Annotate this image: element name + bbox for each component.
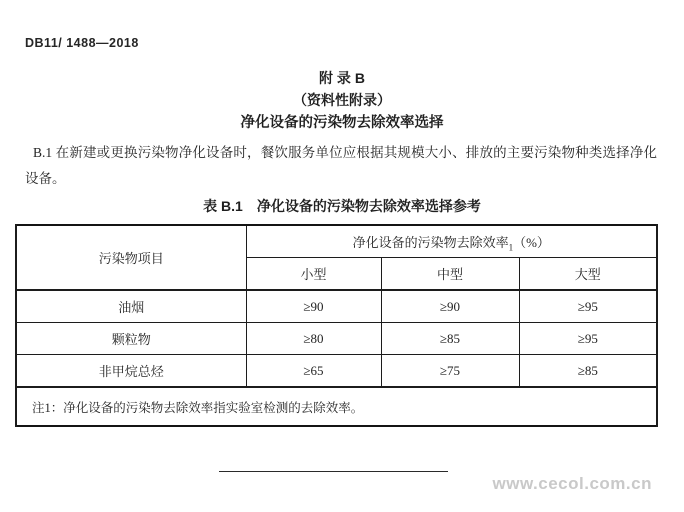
header-cell-medium: 中型 [381, 258, 519, 291]
efficiency-header-text: 净化设备的污染物去除效率 [352, 235, 509, 250]
table-row [16, 290, 657, 323]
header-cell-pollutant: 污染物项目 [16, 225, 246, 290]
row-medium-value: ≥75 [381, 355, 519, 388]
table-note: 注1：净化设备的污染物去除效率指实验室检测的去除效率。 [16, 387, 657, 426]
row-small-value: ≥65 [246, 355, 381, 388]
table-row [16, 323, 657, 355]
row-medium-value: ≥85 [381, 323, 519, 355]
appendix-heading: 净化设备的污染物去除效率选择 [240, 115, 444, 131]
header-row-top [16, 225, 657, 258]
table-row [16, 355, 657, 388]
clause-b1-paragraph: B.1 在新建或更换污染物净化设备时，餐饮服务单位应根据其规模大小、排放的主要污染物种类选择净化设备。 [25, 145, 657, 186]
row-item-label: 油烟 [16, 290, 246, 323]
row-large-value: ≥95 [519, 323, 657, 355]
header-cell-large: 大型 [519, 258, 657, 291]
table-caption: 表 B.1 净化设备的污染物去除效率选择参考 [203, 198, 481, 214]
watermark: www.cecol.com.cn [492, 474, 652, 493]
row-medium-value: ≥90 [381, 290, 519, 323]
removal-efficiency-table [15, 224, 658, 427]
table-note-row [16, 387, 657, 426]
header-cell-small: 小型 [246, 258, 381, 291]
row-large-value: ≥95 [519, 290, 657, 323]
row-large-value: ≥85 [519, 355, 657, 388]
footnote-ref-mark: 1 [508, 242, 514, 253]
doc-number: DB11/ 1488—2018 [25, 36, 139, 50]
row-item-label: 非甲烷总烃 [16, 355, 246, 388]
header-cell-efficiency [246, 225, 657, 258]
end-of-text-rule [219, 471, 448, 472]
appendix-subtitle: （资料性附录） [293, 92, 391, 108]
efficiency-header-unit: （%） [513, 235, 550, 250]
row-small-value: ≥80 [246, 323, 381, 355]
row-item-label: 颗粒物 [16, 323, 246, 355]
row-small-value: ≥90 [246, 290, 381, 323]
appendix-title: 附 录 B [319, 70, 365, 86]
